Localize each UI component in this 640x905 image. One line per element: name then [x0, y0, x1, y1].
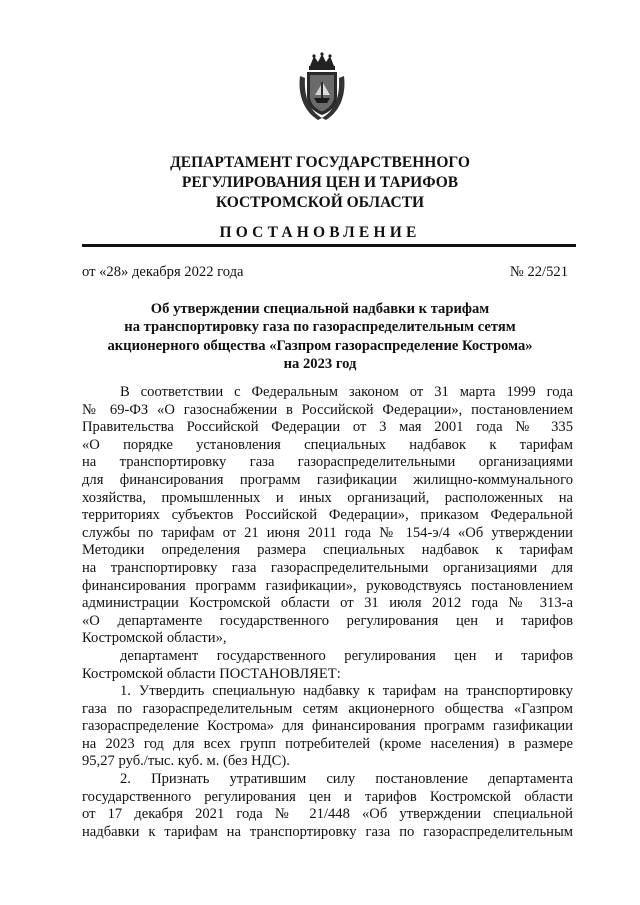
- department-line: РЕГУЛИРОВАНИЯ ЦЕН И ТАРИФОВ: [181, 174, 459, 191]
- body-line: Костромской области»,: [82, 630, 227, 647]
- department-line: ДЕПАРТАМЕНТ ГОСУДАРСТВЕННОГО: [170, 154, 470, 171]
- body-line: на транспортировку газа газораспределительными организациями: [82, 454, 573, 471]
- department-name: [0, 153, 640, 213]
- body-line: хозяйства, промышленных и иных организаций, расположенных на: [82, 489, 573, 506]
- body-line: Костромской области ПОСТАНОВЛЯЕТ:: [82, 665, 341, 682]
- body-line: 2. Признать утратившим силу постановление департамента: [120, 771, 573, 788]
- coat-of-arms-icon: [296, 52, 348, 124]
- subject-line: на 2023 год: [283, 355, 357, 372]
- document-body: [82, 384, 573, 841]
- body-line: Правительства Российской Федерации от 3 мая 2001 года № 335: [82, 419, 573, 436]
- body-line: финансирования программ газификации», руководствуясь постановлением: [82, 577, 573, 594]
- body-line: «О департаменте государственного регулирования цен и тарифов: [82, 612, 573, 629]
- body-line: 1. Утвердить специальную надбавку к тарифам на транспортировку: [120, 683, 573, 700]
- body-line: на 2023 год для всех групп потребителей (кроме населения) в размере: [82, 735, 573, 752]
- body-line: газа по газораспределительным сетям акционерного общества «Газпром: [82, 700, 573, 717]
- body-line: «О порядке установления специальных надбавок к тарифам: [82, 436, 573, 453]
- body-line: от 17 декабря 2021 года № 21/448 «Об утверждении специальной: [82, 806, 573, 823]
- department-line: КОСТРОМСКОЙ ОБЛАСТИ: [215, 194, 425, 211]
- document-date: от «28» декабря 2022 года: [82, 264, 244, 280]
- subject-line: акционерного общества «Газпром газораспределение Кострома»: [107, 337, 533, 354]
- body-line: Методики определения размера специальных надбавок к тарифам: [82, 542, 573, 559]
- body-line: администрации Костромской области от 31 июля 2012 года № 313-а: [82, 595, 573, 612]
- body-line: для финансирования программ газификации жилищно-коммунального: [82, 471, 573, 488]
- body-line: на транспортировку газа газораспределительными организациями для: [82, 559, 573, 576]
- subject-line: Об утверждении специальной надбавки к тарифам: [150, 301, 490, 317]
- document-type-title: ПОСТАНОВЛЕНИЕ: [219, 224, 421, 241]
- body-line: территориях субъектов Российской Федерации», приказом Федеральной: [82, 507, 573, 524]
- document-subject: [0, 300, 640, 373]
- body-line: надбавки к тарифам на транспортировку газа по газораспределительным: [82, 823, 573, 840]
- body-line: 95,27 руб./тыс. куб. м. (без НДС).: [82, 753, 290, 770]
- subject-line: на транспортировку газа по газораспределительным сетям: [124, 319, 516, 336]
- body-line: № 69-ФЗ «О газоснабжении в Российской Федерации», постановлением: [82, 401, 573, 418]
- body-line: государственного регулирования цен и тарифов Костромской области: [82, 788, 573, 805]
- body-line: газораспределение Кострома» для финансирования программ газификации: [82, 718, 573, 735]
- document-number: № 22/521: [509, 264, 568, 280]
- body-line: В соответствии с Федеральным законом от 31 марта 1999 года: [120, 384, 573, 400]
- body-line: службы по тарифам от 21 июня 2011 года № 154-э/4 «Об утверждении: [82, 524, 573, 541]
- header-rule: [82, 244, 576, 247]
- body-line: департамент государственного регулирования цен и тарифов: [120, 647, 573, 664]
